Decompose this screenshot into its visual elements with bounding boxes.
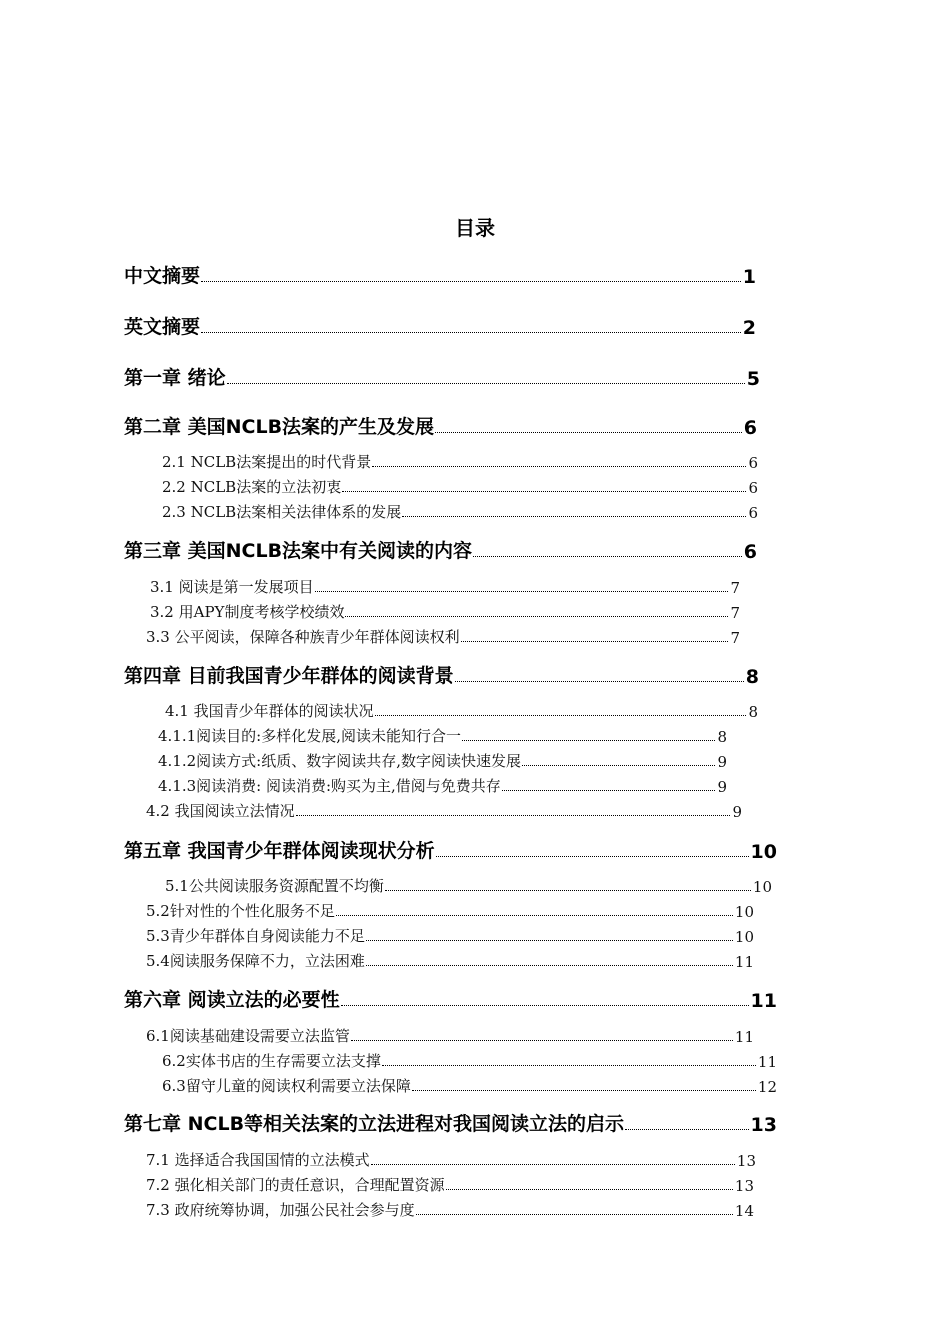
toc-entry-label: 6.2实体书店的生存需要立法支撑 — [162, 1052, 381, 1070]
toc-entry-page: 8 — [748, 703, 758, 721]
toc-entry-4-1-3[interactable] — [158, 774, 727, 796]
leader-dots — [351, 1040, 733, 1041]
toc-entry-label: 3.3 公平阅读，保障各种族青少年群体阅读权利 — [146, 628, 460, 646]
leader-dots — [382, 1065, 756, 1066]
leader-dots — [201, 281, 741, 282]
toc-entry-label: 6.1阅读基础建设需要立法监管 — [146, 1027, 350, 1045]
toc-entry-label: 第三章 美国NCLB法案中有关阅读的内容 — [124, 540, 473, 562]
leader-dots — [473, 556, 742, 557]
toc-entry-chapter-4[interactable] — [124, 660, 759, 688]
toc-entry-page: 2 — [742, 317, 756, 339]
toc-entry-page: 13 — [734, 1177, 754, 1195]
leader-dots — [435, 432, 742, 433]
toc-entry-page: 10 — [734, 903, 754, 921]
toc-entry-page: 9 — [732, 803, 742, 821]
toc-title: 目录 — [455, 216, 495, 240]
toc-entry-page: 6 — [748, 454, 758, 472]
toc-entry-4-1-2[interactable] — [158, 749, 727, 771]
toc-entry-label: 7.1 选择适合我国国情的立法模式 — [146, 1151, 370, 1169]
toc-entry-page: 9 — [717, 778, 727, 796]
toc-entry-5-2[interactable] — [146, 899, 754, 921]
toc-entry-page: 1 — [742, 266, 756, 288]
toc-entry-chapter-7[interactable] — [124, 1108, 777, 1136]
toc-entry-7-1[interactable] — [146, 1148, 756, 1170]
toc-entry-2-1[interactable] — [162, 450, 758, 472]
toc-entry-page: 10 — [734, 928, 754, 946]
toc-entry-chapter-1[interactable] — [124, 362, 760, 390]
leader-dots — [372, 466, 746, 467]
leader-dots — [366, 940, 733, 941]
toc-entry-3-1[interactable] — [150, 575, 740, 597]
toc-entry-page: 8 — [745, 666, 759, 688]
toc-entry-4-2[interactable] — [146, 799, 742, 821]
toc-entry-page: 13 — [736, 1152, 756, 1170]
leader-dots — [462, 740, 715, 741]
toc-entry-page: 13 — [750, 1114, 777, 1136]
toc-entry-label: 5.4阅读服务保障不力，立法困难 — [146, 952, 365, 970]
toc-entry-label: 3.2 用APY制度考核学校绩效 — [150, 603, 345, 621]
toc-entry-page: 12 — [757, 1078, 777, 1096]
leader-dots — [522, 765, 715, 766]
toc-entry-label: 第五章 我国青少年群体阅读现状分析 — [124, 840, 435, 862]
leader-dots — [412, 1090, 756, 1091]
toc-entry-5-4[interactable] — [146, 949, 754, 971]
leader-dots — [385, 890, 751, 891]
toc-entry-page: 14 — [734, 1202, 754, 1220]
toc-entry-page: 6 — [743, 417, 757, 439]
toc-entry-label: 5.3青少年群体自身阅读能力不足 — [146, 927, 365, 945]
toc-entry-label: 4.1 我国青少年群体的阅读状况 — [165, 702, 374, 720]
toc-entry-7-3[interactable] — [146, 1198, 754, 1220]
toc-entry-4-1[interactable] — [165, 699, 758, 721]
toc-entry-page: 6 — [748, 504, 758, 522]
toc-entry-5-1[interactable] — [165, 874, 772, 896]
toc-entry-english-abstract[interactable] — [124, 311, 756, 339]
leader-dots — [416, 1214, 733, 1215]
leader-dots — [342, 491, 746, 492]
toc-entry-6-1[interactable] — [146, 1024, 754, 1046]
leader-dots — [461, 641, 729, 642]
leader-dots — [341, 1005, 749, 1006]
toc-entry-5-3[interactable] — [146, 924, 754, 946]
leader-dots — [446, 1189, 733, 1190]
toc-entry-4-1-1[interactable] — [158, 724, 727, 746]
leader-dots — [315, 591, 729, 592]
leader-dots — [366, 965, 733, 966]
toc-entry-label: 第四章 目前我国青少年群体的阅读背景 — [124, 665, 454, 687]
toc-entry-label: 4.1.2阅读方式:纸质、数字阅读共存,数字阅读快速发展 — [158, 752, 521, 770]
leader-dots — [227, 383, 745, 384]
toc-entry-3-3[interactable] — [146, 625, 740, 647]
toc-entry-page: 7 — [730, 604, 740, 622]
toc-entry-label: 第一章 绪论 — [124, 367, 226, 389]
toc-entry-chapter-2[interactable] — [124, 411, 757, 439]
toc-entry-label: 4.1.1阅读目的:多样化发展,阅读未能知行合一 — [158, 727, 461, 745]
toc-entry-page: 10 — [752, 878, 772, 896]
toc-entry-label: 中文摘要 — [124, 265, 201, 287]
toc-entry-label: 5.1公共阅读服务资源配置不均衡 — [165, 877, 384, 895]
toc-entry-page: 11 — [750, 990, 777, 1012]
toc-entry-label: 2.2 NCLB法案的立法初衷 — [162, 478, 342, 496]
toc-entry-7-2[interactable] — [146, 1173, 754, 1195]
toc-entry-label: 英文摘要 — [124, 316, 201, 338]
toc-entry-page: 11 — [734, 953, 754, 971]
toc-entry-label: 6.3留守儿童的阅读权利需要立法保障 — [162, 1077, 411, 1095]
toc-entry-page: 11 — [734, 1028, 754, 1046]
leader-dots — [336, 915, 733, 916]
leader-dots — [345, 616, 728, 617]
toc-entry-6-2[interactable] — [162, 1049, 777, 1071]
toc-entry-2-3[interactable] — [162, 500, 758, 522]
toc-entry-chinese-abstract[interactable] — [124, 260, 756, 288]
leader-dots — [455, 681, 744, 682]
leader-dots — [402, 516, 746, 517]
toc-entry-page: 7 — [730, 629, 740, 647]
toc-entry-label: 2.3 NCLB法案相关法律体系的发展 — [162, 503, 402, 521]
toc-entry-page: 10 — [750, 841, 777, 863]
toc-entry-page: 6 — [748, 479, 758, 497]
leader-dots — [296, 815, 731, 816]
toc-entry-label: 第六章 阅读立法的必要性 — [124, 989, 340, 1011]
toc-entry-chapter-5[interactable] — [124, 835, 777, 863]
leader-dots — [375, 715, 747, 716]
toc-entry-2-2[interactable] — [162, 475, 758, 497]
toc-entry-page: 7 — [730, 579, 740, 597]
toc-entry-3-2[interactable] — [150, 600, 740, 622]
toc-entry-label: 第二章 美国NCLB法案的产生及发展 — [124, 416, 435, 438]
toc-entry-page: 6 — [743, 541, 757, 563]
toc-entry-label: 7.3 政府统筹协调，加强公民社会参与度 — [146, 1201, 415, 1219]
toc-entry-label: 5.2针对性的个性化服务不足 — [146, 902, 335, 920]
toc-entry-label: 4.1.3阅读消费: 阅读消费:购买为主,借阅与免费共存 — [158, 777, 501, 795]
toc-entry-label: 第七章 NCLB等相关法案的立法进程对我国阅读立法的启示 — [124, 1113, 625, 1135]
toc-entry-page: 5 — [746, 368, 760, 390]
toc-entry-chapter-3[interactable] — [124, 535, 757, 563]
leader-dots — [436, 856, 749, 857]
toc-entry-page: 8 — [717, 728, 727, 746]
toc-entry-page: 9 — [717, 753, 727, 771]
toc-entry-label: 7.2 强化相关部门的责任意识，合理配置资源 — [146, 1176, 445, 1194]
toc-entry-6-3[interactable] — [162, 1074, 777, 1096]
leader-dots — [625, 1129, 748, 1130]
toc-entry-label: 3.1 阅读是第一发展项目 — [150, 578, 314, 596]
toc-entry-chapter-6[interactable] — [124, 984, 777, 1012]
leader-dots — [502, 790, 716, 791]
leader-dots — [201, 332, 741, 333]
toc-entry-label: 4.2 我国阅读立法情况 — [146, 802, 295, 820]
leader-dots — [371, 1164, 735, 1165]
toc-entry-label: 2.1 NCLB法案提出的时代背景 — [162, 453, 372, 471]
toc-entry-page: 11 — [757, 1053, 777, 1071]
